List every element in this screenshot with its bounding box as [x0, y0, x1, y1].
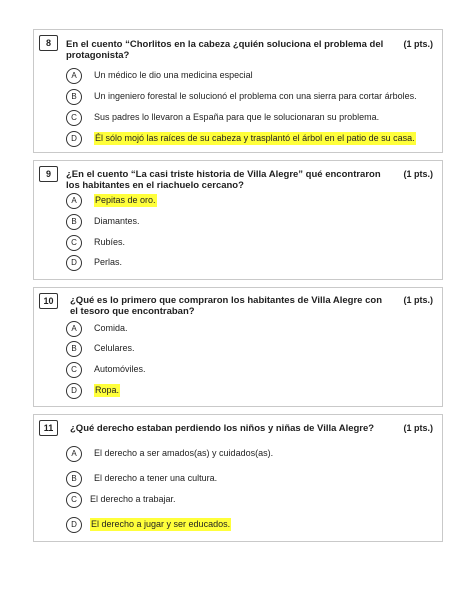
- option-letter-circle[interactable]: B: [66, 341, 82, 357]
- question-card-9: [33, 160, 443, 280]
- option-letter-circle[interactable]: B: [66, 89, 82, 105]
- option-letter-circle[interactable]: C: [66, 235, 82, 251]
- option-letter-circle[interactable]: A: [66, 446, 82, 462]
- option-letter-circle[interactable]: C: [66, 492, 82, 508]
- option-text: Automóviles.: [94, 364, 146, 374]
- option-letter-circle[interactable]: C: [66, 110, 82, 126]
- option-text: Sus padres lo llevaron a España para que le solucionaran su problema.: [94, 112, 380, 122]
- option-letter-circle[interactable]: D: [66, 131, 82, 147]
- option-text-highlighted: Ropa.: [95, 385, 120, 395]
- option-text: Un médico le dio una medicina especial: [94, 70, 253, 80]
- option-text: Diamantes.: [94, 216, 140, 226]
- question-text: ¿En el cuento “La casi triste historia de Villa Alegre” qué encontraron los habitantes en el riachuelo cercano?: [66, 169, 381, 191]
- option-letter-circle[interactable]: D: [66, 517, 82, 533]
- question-points: (1 pts.): [403, 423, 433, 433]
- question-text: En el cuento “Chorlitos en la cabeza ¿quién soluciona el problema del protagonista?: [66, 39, 384, 61]
- option-text: Perlas.: [94, 257, 123, 267]
- question-points: (1 pts.): [403, 169, 433, 179]
- option-letter-circle[interactable]: D: [66, 383, 82, 399]
- option-text-highlighted: El derecho a jugar y ser educados.: [91, 519, 231, 529]
- option-text-highlighted: Pepitas de oro.: [95, 195, 156, 205]
- question-number: 10: [39, 293, 58, 309]
- question-points: (1 pts.): [403, 39, 433, 49]
- option-text: Rubíes.: [94, 237, 126, 247]
- option-text: Celulares.: [94, 343, 135, 353]
- option-letter-circle[interactable]: B: [66, 471, 82, 487]
- question-number: 8: [39, 35, 58, 51]
- option-letter-circle[interactable]: A: [66, 193, 82, 209]
- option-text-highlighted: Él sólo mojó las raíces de su cabeza y trasplantó el árbol en el patio de su casa.: [95, 133, 415, 143]
- question-card-11: [33, 414, 443, 542]
- option-letter-circle[interactable]: B: [66, 214, 82, 230]
- option-letter-circle[interactable]: D: [66, 255, 82, 271]
- option-text: El derecho a ser amados(as) y cuidados(as).: [94, 448, 274, 458]
- option-letter-circle[interactable]: A: [66, 68, 82, 84]
- option-text: Comida.: [94, 323, 128, 333]
- option-text: El derecho a trabajar.: [90, 494, 176, 504]
- question-text: ¿Qué es lo primero que compraron los habitantes de Villa Alegre con el tesoro que encontraban?: [70, 295, 382, 317]
- option-text: El derecho a tener una cultura.: [94, 473, 218, 483]
- question-card-10: [33, 287, 443, 407]
- question-card-8: [33, 29, 443, 153]
- option-text: Un ingeniero forestal le solucionó el problema con una sierra para cortar árboles.: [94, 91, 417, 101]
- question-points: (1 pts.): [403, 295, 433, 305]
- option-letter-circle[interactable]: A: [66, 321, 82, 337]
- question-number: 9: [39, 166, 58, 182]
- option-letter-circle[interactable]: C: [66, 362, 82, 378]
- question-text: ¿Qué derecho estaban perdiendo los niños y niñas de Villa Alegre?: [70, 423, 375, 434]
- question-number: 11: [39, 420, 58, 436]
